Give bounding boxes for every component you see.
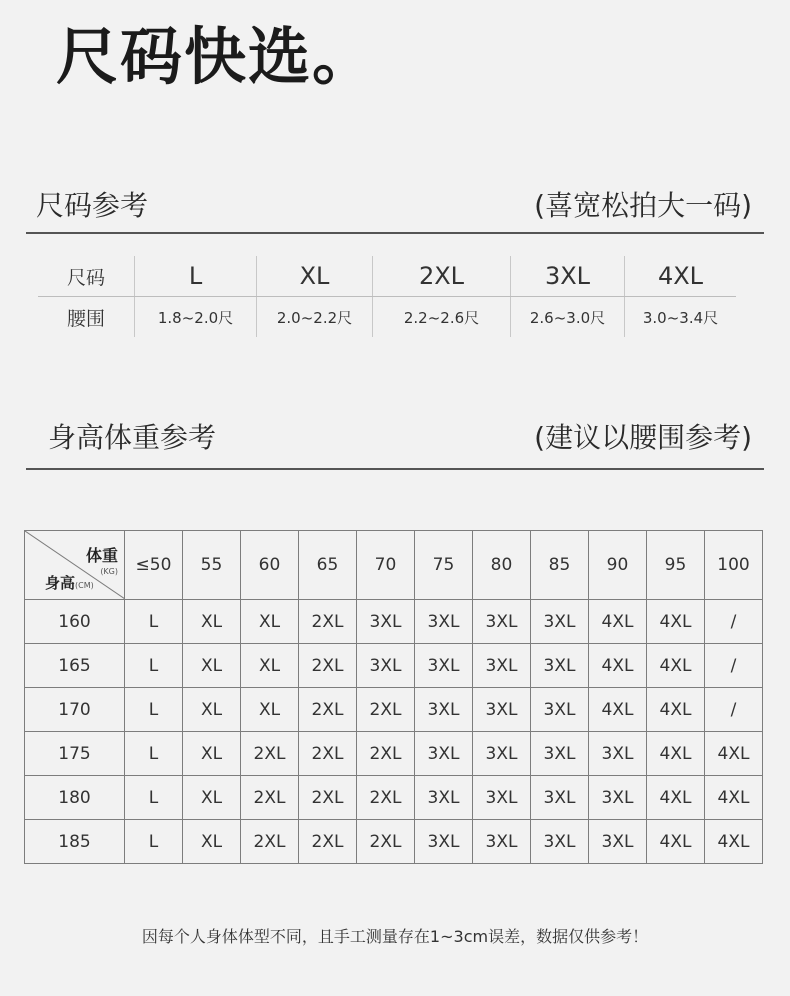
- size-result-cell: 4XL: [647, 732, 705, 776]
- size-result-cell: XL: [241, 644, 299, 688]
- height-rows: [25, 600, 763, 864]
- size-result-cell: /: [705, 600, 763, 644]
- size-result-cell: 2XL: [241, 820, 299, 864]
- weight-header-cell: 60: [241, 531, 299, 600]
- size-result-cell: 3XL: [589, 820, 647, 864]
- weight-header-cell: 65: [299, 531, 357, 600]
- size-result-cell: XL: [183, 820, 241, 864]
- size-cell: XL: [256, 256, 372, 296]
- size-result-cell: 3XL: [531, 600, 589, 644]
- height-cell: 160: [25, 600, 125, 644]
- size-result-cell: 3XL: [357, 600, 415, 644]
- size-row-label: 腰围: [66, 307, 105, 330]
- size-result-cell: L: [125, 644, 183, 688]
- size-cell: 2XL: [372, 256, 510, 296]
- size-result-cell: 4XL: [589, 688, 647, 732]
- size-result-cell: XL: [183, 776, 241, 820]
- size-result-cell: 4XL: [647, 776, 705, 820]
- size-result-cell: 3XL: [531, 688, 589, 732]
- size-reference-table: [38, 256, 736, 337]
- weight-header-row: [25, 531, 763, 600]
- size-result-cell: 2XL: [357, 732, 415, 776]
- size-result-cell: 2XL: [299, 820, 357, 864]
- size-result-cell: 2XL: [299, 776, 357, 820]
- height-row: [25, 732, 763, 776]
- body-reference-header: [26, 416, 764, 456]
- size-result-cell: 4XL: [647, 820, 705, 864]
- size-result-cell: 3XL: [531, 732, 589, 776]
- size-result-cell: L: [125, 688, 183, 732]
- size-result-cell: 2XL: [357, 688, 415, 732]
- size-result-cell: 2XL: [299, 732, 357, 776]
- weight-header-cell: 90: [589, 531, 647, 600]
- weight-header-cell: 100: [705, 531, 763, 600]
- size-result-cell: 2XL: [241, 776, 299, 820]
- size-reference-header: [26, 184, 764, 224]
- size-result-cell: /: [705, 688, 763, 732]
- size-result-cell: 3XL: [415, 600, 473, 644]
- size-row-waist: [38, 297, 736, 337]
- size-result-cell: 4XL: [589, 600, 647, 644]
- waist-cell: 2.2~2.6尺: [372, 297, 510, 337]
- height-cell: 180: [25, 776, 125, 820]
- size-result-cell: 3XL: [415, 732, 473, 776]
- size-result-cell: 3XL: [473, 644, 531, 688]
- size-result-cell: 3XL: [473, 732, 531, 776]
- height-axis-label: 身高(CM): [45, 574, 94, 592]
- height-row: [25, 820, 763, 864]
- size-result-cell: 3XL: [531, 776, 589, 820]
- size-result-cell: 2XL: [357, 776, 415, 820]
- waist-cell: 1.8~2.0尺: [134, 297, 256, 337]
- height-row: [25, 688, 763, 732]
- waist-cell: 3.0~3.4尺: [624, 297, 736, 337]
- body-reference-heading: 身高体重参考: [48, 421, 217, 454]
- size-reference-note: (喜宽松拍大一码): [534, 189, 752, 222]
- size-result-cell: L: [125, 776, 183, 820]
- size-result-cell: XL: [183, 732, 241, 776]
- footer-disclaimer: 因每个人身体体型不同，且手工测量存在1~3cm误差，数据仅供参考！: [141, 927, 649, 946]
- size-result-cell: 4XL: [647, 600, 705, 644]
- size-result-cell: 4XL: [705, 732, 763, 776]
- size-result-cell: 3XL: [531, 644, 589, 688]
- size-result-cell: 3XL: [415, 776, 473, 820]
- size-result-cell: 4XL: [647, 644, 705, 688]
- height-row: [25, 600, 763, 644]
- size-row-label: 尺码: [66, 266, 105, 289]
- size-result-cell: 3XL: [589, 732, 647, 776]
- waist-cell: 2.0~2.2尺: [256, 297, 372, 337]
- weight-unit: (KG): [100, 567, 118, 576]
- size-cell: 3XL: [510, 256, 624, 296]
- waist-cell: 2.6~3.0尺: [510, 297, 624, 337]
- page-title: 尺码快选。: [56, 20, 377, 93]
- size-result-cell: L: [125, 732, 183, 776]
- weight-axis-label: 体重: [85, 546, 118, 565]
- weight-header-cell: 80: [473, 531, 531, 600]
- weight-header-cell: 70: [357, 531, 415, 600]
- size-result-cell: 4XL: [705, 820, 763, 864]
- size-result-cell: 2XL: [299, 688, 357, 732]
- body-reference-note: (建议以腰围参考): [534, 421, 752, 454]
- weight-header-cell: 85: [531, 531, 589, 600]
- size-result-cell: 4XL: [589, 644, 647, 688]
- height-weight-table: [24, 530, 763, 864]
- size-result-cell: 3XL: [415, 820, 473, 864]
- size-cell: L: [134, 256, 256, 296]
- corner-cell: [25, 531, 125, 600]
- size-result-cell: 3XL: [473, 600, 531, 644]
- size-result-cell: 3XL: [473, 820, 531, 864]
- height-row: [25, 776, 763, 820]
- size-result-cell: 3XL: [473, 776, 531, 820]
- size-result-cell: 3XL: [531, 820, 589, 864]
- weight-header-cell: ≤50: [125, 531, 183, 600]
- size-cell: 4XL: [624, 256, 736, 296]
- size-result-cell: 3XL: [589, 776, 647, 820]
- size-reference-rule: [26, 232, 764, 234]
- size-result-cell: XL: [241, 688, 299, 732]
- size-result-cell: 4XL: [647, 688, 705, 732]
- size-result-cell: 2XL: [299, 644, 357, 688]
- size-result-cell: 4XL: [705, 776, 763, 820]
- size-result-cell: 3XL: [473, 688, 531, 732]
- size-result-cell: 3XL: [357, 644, 415, 688]
- weight-header-cell: 75: [415, 531, 473, 600]
- size-reference-heading: 尺码参考: [36, 189, 149, 222]
- size-result-cell: 3XL: [415, 688, 473, 732]
- size-result-cell: 2XL: [357, 820, 415, 864]
- size-result-cell: XL: [183, 600, 241, 644]
- height-cell: 185: [25, 820, 125, 864]
- size-result-cell: L: [125, 820, 183, 864]
- body-reference-rule: [26, 468, 764, 470]
- size-result-cell: XL: [183, 688, 241, 732]
- weight-header-cell: 55: [183, 531, 241, 600]
- size-result-cell: 2XL: [299, 600, 357, 644]
- height-row: [25, 644, 763, 688]
- height-cell: 175: [25, 732, 125, 776]
- size-result-cell: XL: [183, 644, 241, 688]
- size-result-cell: 2XL: [241, 732, 299, 776]
- weight-header-cell: 95: [647, 531, 705, 600]
- height-cell: 170: [25, 688, 125, 732]
- size-result-cell: XL: [241, 600, 299, 644]
- size-result-cell: L: [125, 600, 183, 644]
- height-cell: 165: [25, 644, 125, 688]
- size-result-cell: 3XL: [415, 644, 473, 688]
- size-row-sizes: [38, 256, 736, 296]
- size-result-cell: /: [705, 644, 763, 688]
